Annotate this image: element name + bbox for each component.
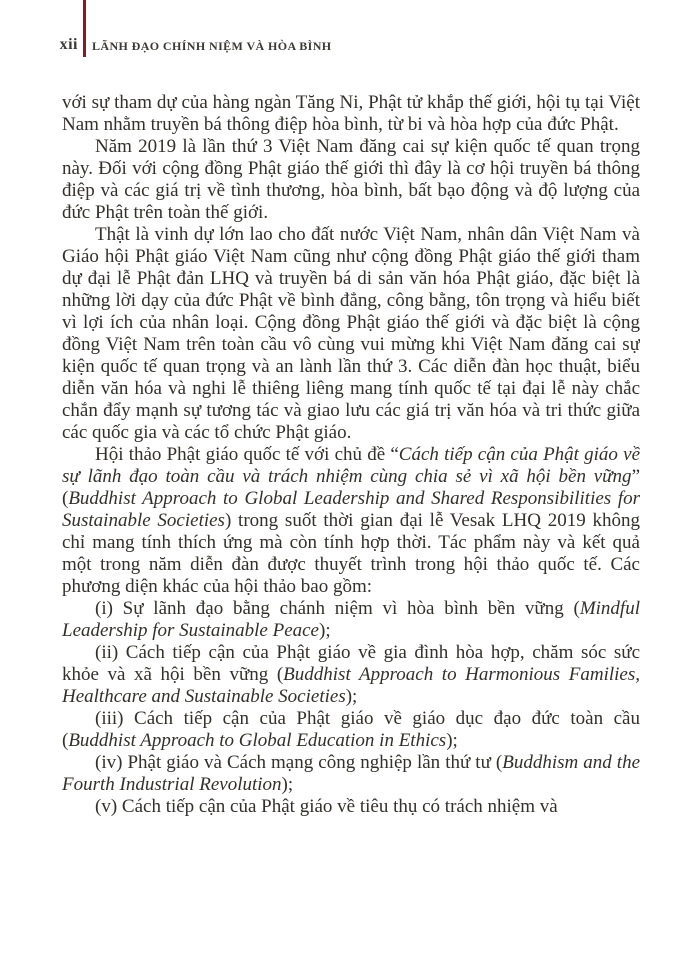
paragraph-text: Thật là vinh dự lớn lao cho đất nước Việt Nam, nhân dân Việt Nam và Giáo hội Phật giáo Việt Nam cũng như cộng đồng Phật giáo thế giới tham dự đại lễ Phật đản LHQ và truyền bá di sản văn hóa Phật giáo, đặc biệt là những lời dạy của đức Phật về bình đẳng, công bằng, tôn trọng và hiểu biết vì lợi ích của nhân loại. Cộng đồng Phật giáo thế giới và đặc biệt là cộng đồng Việt Nam trên toàn cầu vô cùng vui mừng khi Việt Nam đăng cai sự kiện quốc tế quan trọng và an lành lần thứ 3. Các diễn đàn học thuật, biểu diễn văn hóa và nghi lễ thiêng liêng mang tính quốc tế tại đại lễ này chắc chắn đẩy mạnh sự tương tác và giao lưu các giá trị văn hóa và tri thức giữa các quốc gia và các tổ chức Phật giáo. [62, 224, 640, 443]
list-item-text: ); [281, 774, 294, 795]
header-accent-bar [83, 0, 86, 57]
list-item-text: (ii) Cách tiếp cận của Phật giáo về gia đình hòa hợp, chăm sóc sức khỏe và xã hội bền vững ( [62, 642, 640, 685]
paragraph-conference-theme [62, 444, 640, 598]
list-item-v [62, 796, 640, 818]
paragraph [62, 224, 640, 444]
list-item-iii [62, 708, 640, 752]
list-item-text: ); [446, 730, 458, 751]
page-body [62, 92, 640, 898]
paragraph [62, 136, 640, 224]
paragraph-text: với sự tham dự của hàng ngàn Tăng Ni, Phật tử khắp thế giới, hội tụ tại Việt Nam nhằm truyền bá thông điệp hòa bình, từ bi và hòa hợp của đức Phật. [62, 92, 640, 135]
list-item-text: ); [345, 686, 358, 707]
paragraph-continuation [62, 92, 640, 136]
paragraph-text: ) trong suốt thời gian đại lễ Vesak LHQ 2019 không chỉ mang tính thích ứng mà còn tính hợp thời. Tác phẩm này và kết quả một trong năm diễn đàn được thuyết trình trong hội thảo quốc tế. Các phương diện khác của hội thảo bao gồm: [62, 510, 640, 597]
list-item-text: (iv) Phật giáo và Cách mạng công nghiệp lần thứ tư ( [95, 752, 503, 773]
paragraph-text: ” ( [62, 466, 640, 509]
list-item-english-title: Buddhist Approach to Global Education in Ethics [68, 730, 447, 751]
theme-title-vietnamese: Cách tiếp cận của Phật giáo về sự lãnh đạo toàn cầu và trách nhiệm cùng chia sẻ vì xã hội bền vững [62, 444, 640, 487]
list-item-english-title: Buddhist Approach to Harmonious Families, Healthcare and Sustainable Societies [62, 664, 640, 707]
list-item-i [62, 598, 640, 642]
list-item-text: (iii) Cách tiếp cận của Phật giáo về giáo dục đạo đức toàn cầu ( [62, 708, 640, 751]
list-item-text: ); [319, 620, 331, 641]
list-item-text: (v) Cách tiếp cận của Phật giáo về tiêu thụ có trách nhiệm và [95, 796, 558, 817]
list-item-text: (i) Sự lãnh đạo bằng chánh niệm vì hòa bình bền vững ( [95, 598, 580, 619]
running-header-title: LÃNH ĐẠO CHÍNH NIỆM VÀ HÒA BÌNH [92, 39, 332, 53]
page-number: xii [59, 36, 78, 53]
list-item-english-title: Buddhism and the Fourth Industrial Revolution [62, 752, 640, 795]
paragraph-text: Hội thảo Phật giáo quốc tế với chủ đề “ [95, 444, 399, 465]
list-item-iv [62, 752, 640, 796]
theme-title-english: Buddhist Approach to Global Leadership and Shared Responsibilities for Sustainable Societies [62, 488, 640, 531]
list-item-ii [62, 642, 640, 708]
paragraph-text: Năm 2019 là lần thứ 3 Việt Nam đăng cai sự kiện quốc tế quan trọng này. Đối với cộng đồng Phật giáo thế giới thì đây là cơ hội truyền bá thông điệp và các giá trị về tình thương, hòa bình, bất bạo động và độ lượng của đức Phật trên toàn thế giới. [62, 136, 640, 223]
list-item-english-title: Mindful Leadership for Sustainable Peace [62, 598, 640, 641]
